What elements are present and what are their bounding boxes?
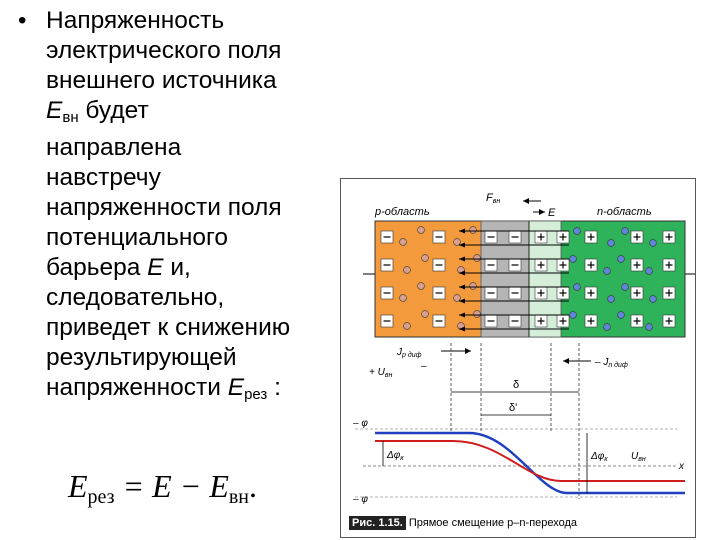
- delta-label: δ: [513, 379, 520, 391]
- dphi-sub: к: [400, 455, 404, 462]
- hole: [454, 239, 461, 246]
- text-line: приведет к снижению: [46, 314, 291, 341]
- hole: [404, 323, 411, 330]
- hole: [422, 311, 429, 318]
- f-vn-letter: F: [486, 192, 493, 204]
- text-line: [46, 96, 356, 133]
- text-line: электрического поля: [46, 37, 282, 64]
- plus-u-sub: вн: [384, 372, 393, 379]
- text-span: будет: [78, 97, 149, 124]
- electron: [604, 324, 611, 331]
- text-line: навстречу: [46, 164, 161, 191]
- delta-prime-label: δ': [509, 402, 518, 414]
- formula-e2-sub: вн: [228, 486, 250, 508]
- phi-top-label: – φ: [353, 418, 368, 429]
- plus-u-letter: + U: [369, 367, 385, 378]
- electron: [650, 240, 657, 247]
- f-vn-sub: вн: [492, 198, 501, 205]
- e-subscript: рез: [244, 386, 268, 403]
- hole: [474, 311, 481, 318]
- electron: [622, 284, 629, 291]
- hole: [474, 255, 481, 262]
- bullet-marker: •: [18, 7, 27, 34]
- electron: [570, 256, 577, 263]
- hole: [400, 239, 407, 246]
- hole: [470, 283, 477, 290]
- e-symbol: E: [227, 374, 245, 401]
- electron: [608, 296, 615, 303]
- e-field-arrowhead: [539, 209, 545, 215]
- hole: [400, 295, 407, 302]
- text-line: напряженности поля: [46, 194, 282, 221]
- ddphi-letter: Δφ: [591, 451, 605, 462]
- formula-e1: E: [68, 468, 88, 504]
- text-span: :: [267, 374, 281, 401]
- electron: [646, 268, 653, 275]
- e-subscript: вн: [62, 109, 79, 126]
- formula: [68, 468, 257, 509]
- jn-letter: – J: [595, 357, 609, 368]
- electron: [650, 296, 657, 303]
- text-span: барьера: [46, 254, 148, 281]
- electron: [646, 324, 653, 331]
- text-line: [46, 373, 356, 410]
- text-line: внешнего источника: [46, 67, 277, 94]
- jp-diff-label: [396, 347, 422, 359]
- u-vn-sub: вн: [638, 456, 646, 463]
- text-line: Напряженность: [46, 7, 225, 34]
- e-symbol: E: [147, 254, 164, 281]
- hole: [404, 267, 411, 274]
- hole: [418, 283, 425, 290]
- text-line: потенциального: [46, 224, 229, 251]
- formula-tail: .: [249, 468, 258, 504]
- e-field-label: E: [548, 207, 556, 219]
- jp-letter: J: [397, 347, 402, 358]
- u-vn-label: [631, 451, 646, 463]
- n-region-label: n-область: [597, 206, 652, 218]
- plus-u-label: [369, 367, 392, 379]
- x-axis-label: x: [679, 461, 684, 472]
- formula-eq: = E − E: [114, 468, 229, 504]
- electron: [604, 268, 611, 275]
- pn-junction-figure: [340, 178, 696, 538]
- figure-caption: [349, 517, 577, 529]
- text-line: [46, 253, 356, 283]
- text-line: результирующей: [46, 344, 237, 371]
- f-vn-arrowhead: [523, 198, 529, 204]
- electron: [618, 256, 625, 263]
- p-region-label: p-область: [375, 206, 430, 218]
- hole: [470, 227, 477, 234]
- figure-drawing: [341, 179, 695, 537]
- text-span: и,: [163, 254, 191, 281]
- electron: [574, 284, 581, 291]
- jn-diff-label: [594, 357, 628, 369]
- hole: [418, 227, 425, 234]
- text-line: направлена: [46, 134, 182, 161]
- phi-bottom-label: – φ: [353, 494, 368, 505]
- hole: [454, 295, 461, 302]
- caption-text: Прямое смещение p–n-перехода: [405, 517, 578, 529]
- hole: [422, 255, 429, 262]
- electron: [608, 240, 615, 247]
- formula-e1-sub: рез: [87, 486, 115, 508]
- ddphi-sub: к: [604, 456, 608, 463]
- f-vn-label: [486, 192, 500, 205]
- text-span: напряженности: [46, 374, 228, 401]
- jp-arrowhead: [465, 348, 471, 354]
- ddphi-label: [590, 451, 608, 463]
- electron: [622, 228, 629, 235]
- electron: [574, 228, 581, 235]
- jn-arrowhead: [563, 358, 569, 364]
- electron: [618, 312, 625, 319]
- dphi-label: [386, 450, 404, 462]
- dphi-letter: Δφ: [387, 450, 401, 461]
- jp-sub: p диф: [402, 352, 422, 359]
- e-symbol: E: [46, 97, 63, 124]
- bullet-text: [46, 6, 356, 410]
- text-line: следовательно,: [46, 284, 225, 311]
- u-vn-letter: U: [631, 451, 639, 462]
- electron: [570, 312, 577, 319]
- jn-sub: n диф: [608, 362, 628, 369]
- caption-tag: Рис. 1.15.: [349, 516, 406, 530]
- minus-sign: –: [421, 361, 427, 372]
